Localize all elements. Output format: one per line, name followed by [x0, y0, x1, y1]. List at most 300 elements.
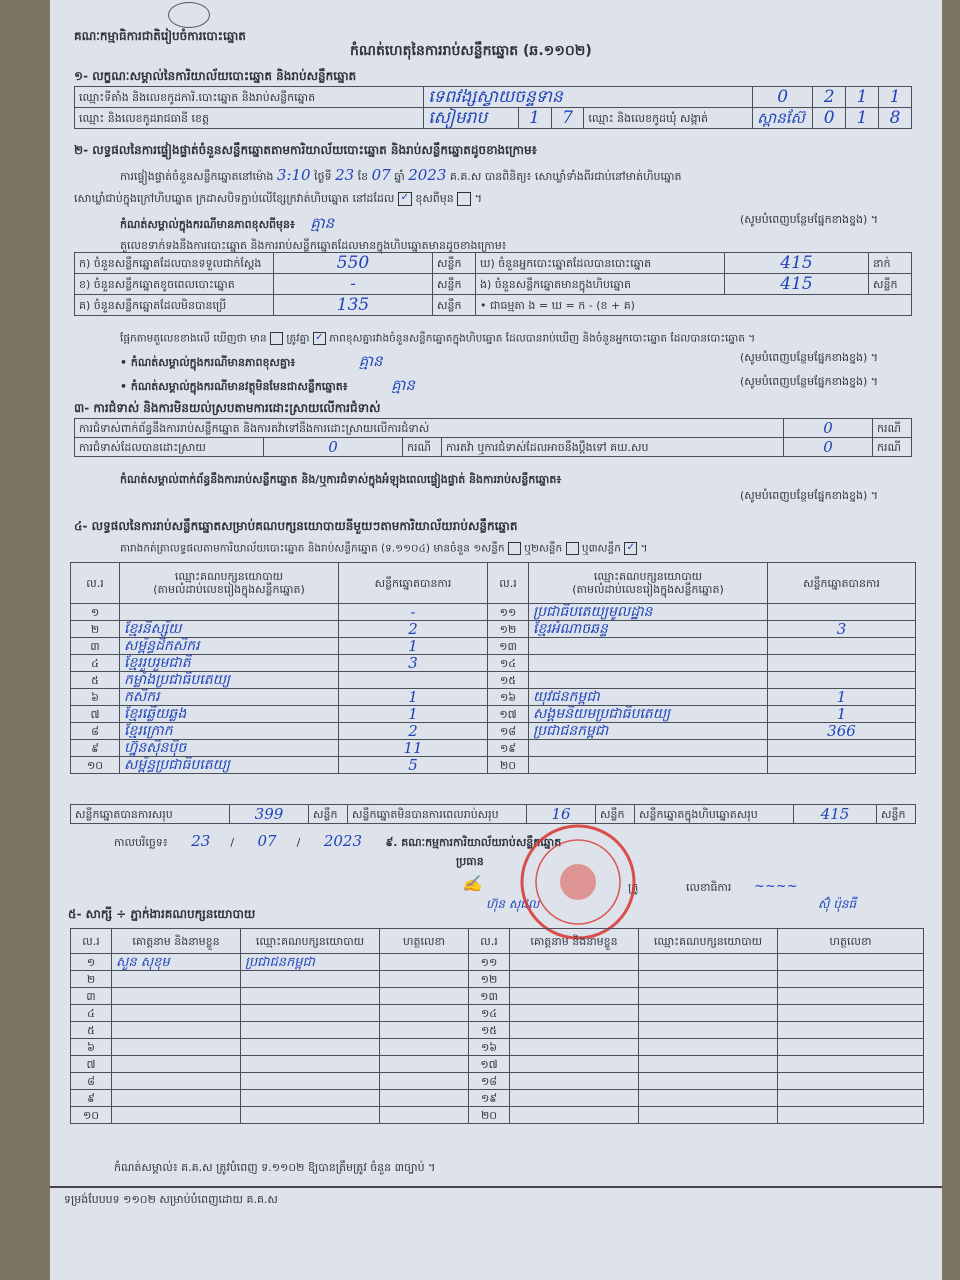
witness-party — [639, 971, 778, 988]
witness-party — [639, 1039, 778, 1056]
witness-signature — [380, 1005, 469, 1022]
footer-divider — [50, 1186, 942, 1188]
figure-unit: សន្លឹក — [433, 253, 476, 274]
witness-name — [112, 1073, 241, 1090]
appeal-label: ការតវ៉ា ឬការជំទាស់ដែលអាចនឹងប្តឹងទៅ គឃ.សប — [442, 438, 784, 457]
table-row — [71, 757, 916, 774]
vote-count — [768, 672, 916, 689]
date-month: 07 — [257, 832, 277, 850]
col-header-party — [120, 563, 339, 604]
day-value: 23 — [335, 166, 355, 184]
witness-name — [112, 1056, 241, 1073]
unit: សន្លឹក — [877, 805, 916, 824]
hint-text: (សូមបំពេញបន្ថែមផ្នែកខាងខ្នង) ។ — [740, 351, 879, 364]
party-name — [529, 740, 768, 757]
hint-text: (សូមបំពេញបន្ថែមផ្នែកខាងខ្នង) ។ — [740, 213, 879, 226]
section-1-heading: ១- លក្ខណៈសម្គាល់នៃការិយាល័យបោះឆ្នោត និងរាប់សន្លឹកឆ្នោត — [74, 69, 357, 83]
party-number: ៥ — [71, 672, 120, 689]
tally-sheet-note: តារាងកត់ត្រាលទ្ធផលតាមការិយាល័យបោះឆ្នោត និងរាប់សន្លឹកឆ្នោត (ទ.១១០៤) មានចំនួន ១សន្លឹក ឬ២សន្លឹក ឬ៣សន្លឹក ✓ ។ — [120, 542, 648, 555]
witness-party — [241, 1056, 380, 1073]
witness-party — [639, 954, 778, 971]
chair-name: ហ៊ុន សុផល — [486, 897, 540, 911]
table-row — [71, 740, 916, 757]
line-text: ខុសពីមុន — [415, 192, 454, 205]
vote-count: 2 — [339, 621, 488, 638]
witness-number: ១ — [71, 954, 112, 971]
witness-signature — [778, 988, 924, 1005]
difference-value: គ្មាន — [310, 214, 335, 232]
vote-count: 3 — [768, 621, 916, 638]
table-row — [71, 604, 916, 621]
party-number: ២ — [71, 621, 120, 638]
witness-number: ១០ — [71, 1107, 112, 1124]
witness-party: ប្រជាជនកម្ពុជា — [241, 954, 380, 971]
chair-label: ប្រធាន — [456, 855, 484, 868]
stamp-center — [560, 864, 596, 900]
witness-party — [639, 1090, 778, 1107]
station-code-digit: 2 — [813, 87, 846, 108]
witness-signature — [778, 1005, 924, 1022]
col-header-name: គោត្តនាម និងនាមខ្លួន — [510, 929, 639, 954]
national-emblem-icon — [168, 2, 210, 28]
party-name: យុវជនកម្ពុជា — [529, 689, 768, 706]
year-value: 2023 — [408, 166, 447, 184]
station-label: ឈ្មោះទីតាំង និងលេខកូដការិ.បោះឆ្នោត និងរាប់សន្លឹកឆ្នោត — [75, 87, 424, 108]
col-header-votes: សន្លឹកឆ្នោតបានការ — [339, 563, 488, 604]
party-number: ១៤ — [488, 655, 529, 672]
party-number: ១ — [71, 604, 120, 621]
table-row — [71, 689, 916, 706]
witness-name — [112, 1039, 241, 1056]
province-code-digit: 7 — [551, 108, 584, 129]
results-totals — [70, 804, 916, 824]
col-header-party — [529, 563, 768, 604]
figure-unit: នាក់ — [869, 253, 912, 274]
total-invalid-value: 16 — [527, 805, 596, 824]
line-text: ឬ២សន្លឹក — [524, 542, 563, 555]
witness-name — [112, 1090, 241, 1107]
formula-text: • ជាធម្មតា ង = ឃ = ក - (ខ + គ) — [476, 295, 912, 316]
vote-count — [768, 638, 916, 655]
date-line: កាលបរិច្ឆេទ៖ 23 / 07 / 2023 ៩. គណៈកម្មការការិយាល័យរាប់សន្លឹកឆ្នោត — [114, 832, 562, 850]
figure-unit: សន្លឹក — [869, 274, 912, 295]
section-3-heading: ៣- ការជំទាស់ និងការមិនយល់ស្របតាមការដោះស្រាយលើការជំទាស់ — [74, 401, 381, 415]
party-name: ខ្មែររួបរួមជាតិ — [120, 655, 339, 672]
discrepancy-value: គ្មាន — [358, 352, 383, 370]
date-year: 2023 — [323, 832, 362, 850]
witness-number: ១២ — [469, 971, 510, 988]
witness-signature — [778, 1073, 924, 1090]
col-header-sign: ហត្ថលេខា — [380, 929, 469, 954]
figure-value: 550 — [274, 253, 433, 274]
witness-number: ៥ — [71, 1022, 112, 1039]
witness-number: ៨ — [71, 1073, 112, 1090]
commune-code-digit: 8 — [879, 108, 912, 129]
party-number: ១៨ — [488, 723, 529, 740]
witness-party — [241, 1039, 380, 1056]
party-number: ១១ — [488, 604, 529, 621]
total-box-label: សន្លឹកឆ្នោតក្នុងហិបឆ្នោតសរុប — [635, 805, 794, 824]
province-code-digit: 1 — [518, 108, 551, 129]
witness-signature — [380, 1107, 469, 1124]
witness-signature — [778, 954, 924, 971]
vote-count — [339, 672, 488, 689]
table-row — [71, 621, 916, 638]
line-text: ឬ៣សន្លឹក — [581, 542, 621, 555]
form-sheet — [50, 0, 942, 1280]
same-checkbox[interactable]: ✓ — [398, 192, 412, 206]
party-number: ១៥ — [488, 672, 529, 689]
table-row — [71, 971, 924, 988]
figures-table — [74, 252, 912, 316]
table-row — [71, 1090, 924, 1107]
party-name: សង្គមនិយមប្រជាធិបតេយ្យ — [529, 706, 768, 723]
party-name — [529, 638, 768, 655]
col-header-party: ឈ្មោះគណបក្សនយោបាយ — [241, 929, 380, 954]
vote-count — [768, 655, 916, 672]
total-valid-label: សន្លឹកឆ្នោតបានការសរុប — [71, 805, 230, 824]
table-row — [71, 1073, 924, 1090]
table-row — [71, 954, 924, 971]
table-row — [71, 638, 916, 655]
party-name: កសិករ — [120, 689, 339, 706]
party-name: ខ្មែរនិស្ស័យ — [120, 621, 339, 638]
witness-signature — [380, 1056, 469, 1073]
party-name: សម្ព័ន្ធប្រជាធិបតេយ្យ — [120, 757, 339, 774]
witness-party — [241, 1073, 380, 1090]
witness-party — [241, 1090, 380, 1107]
table-row — [71, 1107, 924, 1124]
committee-label: ៩. គណៈកម្មការការិយាល័យរាប់សន្លឹកឆ្នោត — [385, 836, 562, 849]
seal-line: សោឃ្លាំជាប់ក្នុងក្រៅហិបឆ្នោត ក្រដាសបិទភ្ជាប់លើខ្សែក្រវាត់ហិបឆ្នោត នៅដដែល ✓ ខុសពីមុន ។ — [74, 192, 482, 205]
line-text: ត្រូវគ្នា — [286, 332, 310, 345]
vote-count: 11 — [339, 740, 488, 757]
header-text: ឈ្មោះគណបក្សនយោបាយ — [593, 570, 703, 583]
section-5-heading: ៥- សាក្សី ÷ ភ្នាក់ងារគណបក្សនយោបាយ — [68, 907, 256, 921]
figure-value: 415 — [725, 274, 869, 295]
witness-number: ៩ — [71, 1090, 112, 1107]
hint-text: (សូមបំពេញបន្ថែមផ្នែកខាងខ្នង) ។ — [740, 375, 879, 388]
figures-intro: តួលេខទាក់ទងនឹងការបោះឆ្នោត និងការរាប់សន្លឹកឆ្នោតដែលមានក្នុងហិបឆ្នោតមានដូចខាងក្រោម៖ — [120, 239, 507, 252]
chair-signature: ✍ — [462, 874, 482, 893]
objection-label: ការជំទាស់ពាក់ព័ន្ធនឹងការរាប់សន្លឹកឆ្នោត និងការតវ៉ាទៅនឹងការដោះស្រាយលើការជំទាស់ — [75, 419, 784, 438]
station-code-digit: 0 — [753, 87, 813, 108]
witness-name — [112, 1005, 241, 1022]
witness-signature — [380, 1090, 469, 1107]
resolved-label: ការជំទាស់ដែលបានដោះស្រាយ — [75, 438, 264, 457]
witness-party — [639, 1022, 778, 1039]
section-1-table — [74, 86, 912, 129]
vote-count: 5 — [339, 757, 488, 774]
witness-signature — [778, 1107, 924, 1124]
stamp-inner-ring — [536, 840, 620, 924]
line-text: គ.គ.ស បានពិនិត្យ៖ សោឃ្លាំទាំងពីរជាប់នៅមាត់ហិបឆ្នោត — [449, 170, 682, 183]
party-number: ៩ — [71, 740, 120, 757]
witness-number: ១៧ — [469, 1056, 510, 1073]
witness-number: ៤ — [71, 1005, 112, 1022]
table-row — [71, 1022, 924, 1039]
table-row — [71, 723, 916, 740]
table-row — [71, 988, 924, 1005]
discrepancy-note — [120, 354, 383, 369]
witness-number: ៣ — [71, 988, 112, 1005]
witness-party — [241, 1107, 380, 1124]
witness-number: ២០ — [469, 1107, 510, 1124]
objection-note: កំណត់សម្គាល់ពាក់ព័ន្ធនឹងការរាប់សន្លឹកឆ្នោត និង/ឬការជំទាស់ក្នុងអំឡុងពេលផ្ទៀងផ្ទាត់ និងការរាប់សន្លឹកឆ្នោត៖ — [120, 473, 562, 486]
one-sheet-checkbox[interactable] — [508, 542, 521, 555]
figure-label: ក) ចំនួនសន្លឹកឆ្នោតដែលបានទទួលជាក់ស្តែង — [75, 253, 274, 274]
witness-number: ១៥ — [469, 1022, 510, 1039]
line-text: • កំណត់សម្គាល់ក្នុងករណីមានវត្ថុមិនមែនជាសន្លឹកឆ្នោត៖ — [120, 380, 348, 393]
witness-signature — [380, 1073, 469, 1090]
witness-number: ៦ — [71, 1039, 112, 1056]
table-row — [71, 706, 916, 723]
party-name — [529, 757, 768, 774]
witness-signature — [380, 954, 469, 971]
witness-signature — [380, 1039, 469, 1056]
witness-party — [639, 1005, 778, 1022]
party-name: កម្លាំងប្រជាធិបតេយ្យ — [120, 672, 339, 689]
witness-name — [510, 1039, 639, 1056]
witness-signature — [778, 1022, 924, 1039]
line-text: តារាងកត់ត្រាលទ្ធផលតាមការិយាល័យបោះឆ្នោត និងរាប់សន្លឹកឆ្នោត (ទ.១១០៤) មានចំនួន ១សន្លឹក — [120, 542, 505, 555]
three-sheet-checkbox[interactable]: ✓ — [624, 542, 637, 555]
witness-name — [510, 1005, 639, 1022]
form-footer: ទម្រង់បែបបទ ១១០២ សម្រាប់បំពេញដោយ គ.គ.ស — [64, 1193, 278, 1206]
witness-signature — [778, 1090, 924, 1107]
party-name — [529, 655, 768, 672]
witness-name: សួន សុខុម — [112, 954, 241, 971]
witness-party — [241, 1005, 380, 1022]
vote-count — [768, 757, 916, 774]
party-number: ១០ — [71, 757, 120, 774]
witness-signature — [778, 971, 924, 988]
figure-value: - — [274, 274, 433, 295]
appeal-value: 0 — [784, 438, 873, 457]
witness-party — [241, 988, 380, 1005]
witness-party — [639, 1073, 778, 1090]
witness-name — [510, 1090, 639, 1107]
party-name — [120, 604, 339, 621]
party-name: ខ្មែរឆ្លើយឆ្លង — [120, 706, 339, 723]
vote-count: 1 — [339, 638, 488, 655]
witness-name — [510, 1022, 639, 1039]
total-invalid-label: សន្លឹកឆ្នោតមិនបានការពេលរាប់សរុប — [348, 805, 527, 824]
witness-signature — [778, 1039, 924, 1056]
station-code-digit: 1 — [846, 87, 879, 108]
vote-count: 1 — [339, 706, 488, 723]
section-2-heading: ២- លទ្ធផលនៃការផ្ទៀងផ្ទាត់ចំនួនសន្លឹកឆ្នោតតាមការិយាល័យបោះឆ្នោត និងរាប់សន្លឹកឆ្នោតដូចខាងក្រោម៖ — [74, 143, 537, 157]
station-code-digit: 1 — [879, 87, 912, 108]
line-text: សោឃ្លាំជាប់ក្នុងក្រៅហិបឆ្នោត ក្រដាសបិទភ្ជាប់លើខ្សែក្រវាត់ហិបឆ្នោត នៅដដែល — [74, 192, 395, 205]
party-number: ៦ — [71, 689, 120, 706]
vote-count: 1 — [339, 689, 488, 706]
witness-number: ១៦ — [469, 1039, 510, 1056]
province-label: ឈ្មោះ និងលេខកូដរាជធានី ខេត្ត — [75, 108, 424, 129]
line-text: ការផ្ទៀងផ្ទាត់ចំនួនសន្លឹកឆ្នោតនៅម៉ោង — [120, 170, 274, 183]
line-text: ខែ — [357, 170, 369, 183]
figure-label: ខ) ចំនួនសន្លឹកឆ្នោតខូចពេលបោះឆ្នោត — [75, 274, 274, 295]
different-checkbox[interactable] — [457, 192, 471, 206]
col-header-votes: សន្លឹកឆ្នោតបានការ — [768, 563, 916, 604]
commune-value: ស្ពានស៊ែ — [753, 108, 813, 129]
col-header-no: ល.រ — [71, 929, 112, 954]
witness-signature — [380, 971, 469, 988]
resolved-value: 0 — [264, 438, 403, 457]
line-text: ឆ្នាំ — [394, 170, 405, 183]
line-text: ភាពខុសគ្នារវាងចំនួនសន្លឹកឆ្នោតក្នុងហិបឆ្នោត ដែលបានរាប់ឃើញ និងចំនួនអ្នកបោះឆ្នោត ដែលបានបោះឆ្នោត ។ — [329, 332, 756, 345]
secretary-signature: ~~~~ — [754, 879, 798, 894]
header-text: (តាមលំដាប់លេខរៀងក្នុងសន្លឹកឆ្នោត) — [572, 583, 724, 596]
commune-code-digit: 1 — [846, 108, 879, 129]
line-text: កំណត់សម្គាល់ក្នុងករណីមានភាពខុសពីមុន៖ — [120, 218, 295, 231]
figure-label: ឃ) ចំនួនអ្នកបោះឆ្នោតដែលបានបោះឆ្នោត — [476, 253, 725, 274]
witness-signature — [380, 1022, 469, 1039]
form-title: កំណត់ហេតុនៃការរាប់សន្លឹកឆ្នោត (ឆ.១១០២) — [350, 43, 592, 59]
witness-party — [639, 988, 778, 1005]
total-valid-value: 399 — [230, 805, 309, 824]
difference-note — [120, 216, 334, 231]
figure-unit: សន្លឹក — [433, 274, 476, 295]
party-name: ខ្មែរក្រោក — [120, 723, 339, 740]
member-label: គ្រូ — [628, 881, 639, 894]
party-name: ប្រជាជនកម្ពុជា — [529, 723, 768, 740]
foreign-object-note — [120, 378, 415, 393]
date-day: 23 — [191, 832, 211, 850]
section-4-heading: ៤- លទ្ធផលនៃការរាប់សន្លឹកឆ្នោតសម្រាប់គណបក្សនយោបាយនីមួយៗតាមការិយាល័យរាប់សន្លឹកឆ្នោត — [74, 519, 518, 533]
vote-count: 2 — [339, 723, 488, 740]
footnote: កំណត់សម្គាល់៖ គ.គ.ស ត្រូវបំពេញ ទ.១១០២ ឱ្យបានត្រឹមត្រូវ ចំនួន ៣ច្បាប់ ។ — [114, 1161, 436, 1174]
header-text: ឈ្មោះគណបក្សនយោបាយ — [174, 570, 284, 583]
figure-label: គ) ចំនួនសន្លឹកឆ្នោតដែលមិនបានប្រើ — [75, 295, 274, 316]
station-value: ទេពវង្សស្វាយចន្ទទាន — [424, 87, 753, 108]
witness-number: ១១ — [469, 954, 510, 971]
col-header-party: ឈ្មោះគណបក្សនយោបាយ — [639, 929, 778, 954]
witness-table — [70, 928, 924, 1124]
party-number: ១៧ — [488, 706, 529, 723]
col-header-no: ល.រ — [71, 563, 120, 604]
witness-name — [510, 1056, 639, 1073]
witness-signature — [380, 988, 469, 1005]
witness-signature — [778, 1056, 924, 1073]
time-value: 3:10 — [276, 166, 311, 184]
vote-count: 366 — [768, 723, 916, 740]
results-table — [70, 562, 916, 774]
party-number: ៤ — [71, 655, 120, 672]
party-name: ខ្មែរអំណាចឆន្ទ — [529, 621, 768, 638]
vote-count: 1 — [768, 706, 916, 723]
header-text: (តាមលំដាប់លេខរៀងក្នុងសន្លឹកឆ្នោត) — [153, 583, 305, 596]
col-header-sign: ហត្ថលេខា — [778, 929, 924, 954]
match-line — [120, 332, 755, 345]
commune-label: ឈ្មោះ និងលេខកូដឃុំ សង្កាត់ — [584, 108, 753, 129]
unit: សន្លឹក — [309, 805, 348, 824]
table-row — [71, 1005, 924, 1022]
witness-name — [112, 1107, 241, 1124]
match-checkbox[interactable]: ✓ — [313, 332, 326, 345]
party-number: ៨ — [71, 723, 120, 740]
witness-party — [639, 1107, 778, 1124]
col-header-name: គោត្តនាម និងនាមខ្លួន — [112, 929, 241, 954]
appeal-unit: ករណី — [873, 438, 912, 457]
province-value: សៀមរាប — [424, 108, 518, 129]
party-number: ១៣ — [488, 638, 529, 655]
party-number: ២០ — [488, 757, 529, 774]
vote-count: 3 — [339, 655, 488, 672]
objection-value: 0 — [784, 419, 873, 438]
resolved-unit: ករណី — [403, 438, 442, 457]
witness-name — [510, 954, 639, 971]
vote-count: - — [339, 604, 488, 621]
witness-number: ១៨ — [469, 1073, 510, 1090]
vote-count — [768, 740, 916, 757]
table-row — [71, 1056, 924, 1073]
two-sheet-checkbox[interactable] — [566, 542, 579, 555]
secretary-name: ស៊ុំ ប៉ុនធី — [818, 897, 857, 911]
table-row — [71, 672, 916, 689]
unit: សន្លឹក — [596, 805, 635, 824]
party-number: ៣ — [71, 638, 120, 655]
line-text: ថ្ងៃទី — [314, 170, 332, 183]
vote-count: 1 — [768, 689, 916, 706]
objection-unit: ករណី — [873, 419, 912, 438]
secretary-label: លេខាធិការ — [686, 881, 732, 894]
hint-text: (សូមបំពេញបន្ថែមផ្នែកខាងខ្នង) ។ — [740, 489, 879, 502]
party-name: ប្រជាធិបតេយ្យមូលដ្ឋាន — [529, 604, 768, 621]
witness-party — [241, 971, 380, 988]
figure-value: 135 — [274, 295, 433, 316]
witness-name — [510, 1073, 639, 1090]
objections-table — [74, 418, 912, 457]
month-value: 07 — [371, 166, 391, 184]
total-box-value: 415 — [794, 805, 877, 824]
party-number: ១៦ — [488, 689, 529, 706]
col-header-no: ល.រ — [469, 929, 510, 954]
witness-number: ១៩ — [469, 1090, 510, 1107]
witness-name — [510, 988, 639, 1005]
vote-count — [768, 604, 916, 621]
party-name: ហ្វ៊ុនស៊ិនប៉ិច — [120, 740, 339, 757]
witness-number: ១៣ — [469, 988, 510, 1005]
commune-code-digit: 0 — [813, 108, 846, 129]
line-text: ផ្អែកតាមតួលេខខាងលើ ឃើញថា មាន — [120, 332, 267, 345]
org-name: គណៈកម្មាធិការជាតិរៀបចំការបោះឆ្នោត — [74, 29, 246, 43]
table-row — [71, 655, 916, 672]
party-number: ១២ — [488, 621, 529, 638]
line-text: កាលបរិច្ឆេទ៖ — [114, 836, 168, 849]
witness-name — [112, 1022, 241, 1039]
witness-name — [112, 988, 241, 1005]
party-number: ៧ — [71, 706, 120, 723]
witness-name — [112, 971, 241, 988]
table-row — [71, 1039, 924, 1056]
count-time-line — [120, 168, 681, 183]
party-name: សម្ព័ន្ធដីកសិករ — [120, 638, 339, 655]
line-text: • កំណត់សម្គាល់ក្នុងករណីមានភាពខុសគ្នា៖ — [120, 356, 296, 369]
witness-number: ១៤ — [469, 1005, 510, 1022]
discrepancy-yes-checkbox[interactable] — [270, 332, 283, 345]
figure-unit: សន្លឹក — [433, 295, 476, 316]
foreign-object-value: គ្មាន — [391, 376, 415, 394]
witness-party — [639, 1056, 778, 1073]
witness-party — [241, 1022, 380, 1039]
witness-number: ៧ — [71, 1056, 112, 1073]
figure-label: ង) ចំនួនសន្លឹកឆ្នោតមានក្នុងហិបឆ្នោត — [476, 274, 725, 295]
figure-value: 415 — [725, 253, 869, 274]
witness-number: ២ — [71, 971, 112, 988]
witness-name — [510, 1107, 639, 1124]
party-number: ១៩ — [488, 740, 529, 757]
